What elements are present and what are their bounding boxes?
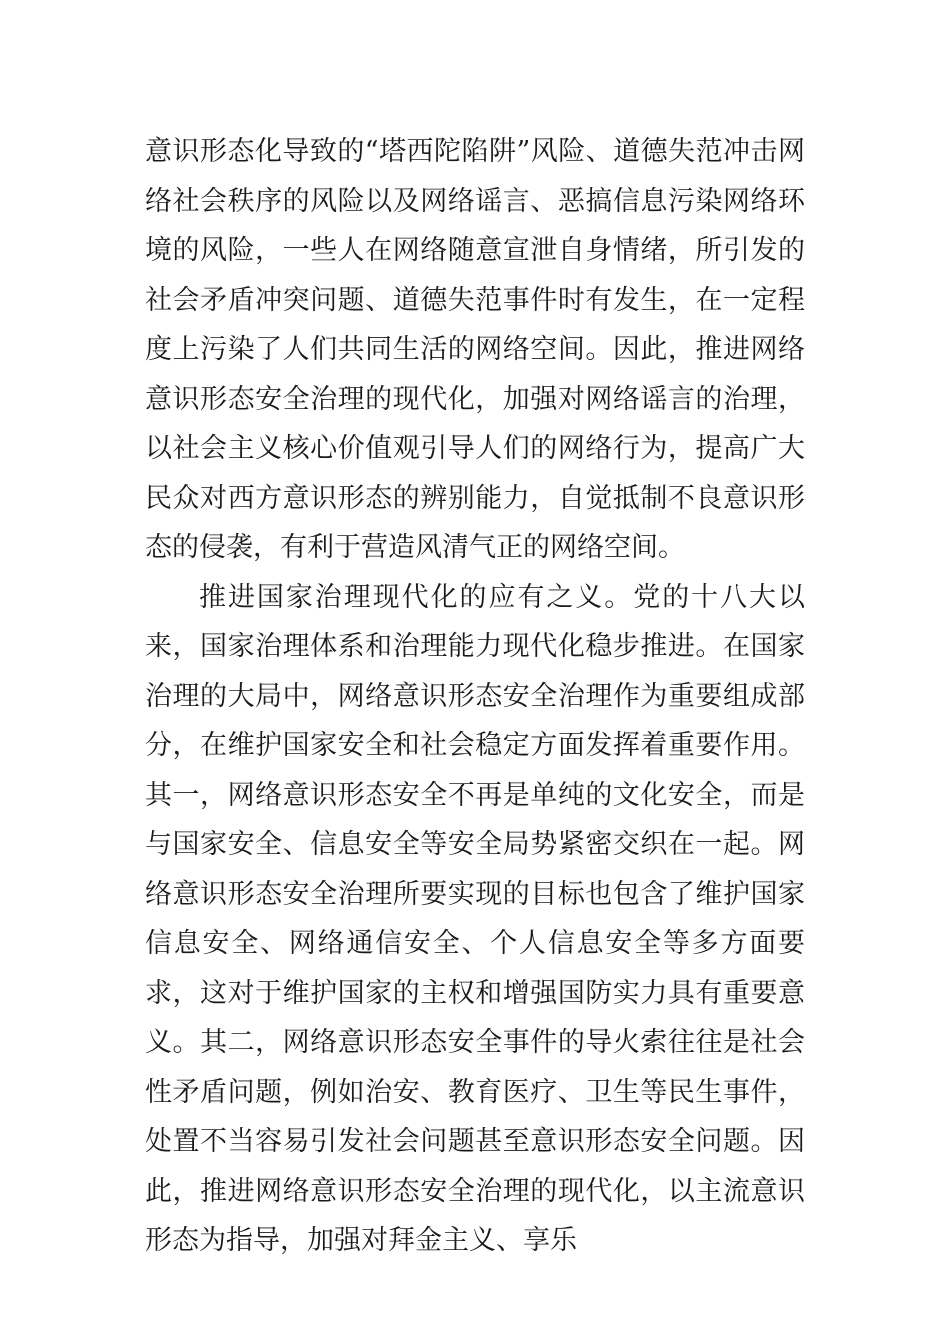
paragraph-national-governance: 推进国家治理现代化的应有之义。党的十八大以来，国家治理体系和治理能力现代化稳步推进。在国家治理的大局中，网络意识形态安全治理作为重要组成部分，在维护国家安全和社会稳定方面发挥着重要作用。其一，网络意识形态安全不再是单纯的文化安全，而是与国家安全、信息安全等安全局势紧密交织在一起。网络意识形态安全治理所要实现的目标也包含了维护国家信息安全、网络通信安全、个人信息安全等多方面要求，这对于维护国家的主权和增强国防实力具有重要意义。其二，网络意识形态安全事件的导火索往往是社会性矛盾问题，例如治安、教育医疗、卫生等民生事件，处置不当容易引发社会问题甚至意识形态安全问题。因此，推进网络意识形态安全治理的现代化，以主流意识形态为指导，加强对拜金主义、享乐: [145, 581, 805, 1256]
document-body: [145, 127, 805, 1266]
paragraph-continuation: 意识形态化导致的“塔西陀陷阱”风险、道德失范冲击网络社会秩序的风险以及网络谣言、恶搞信息污染网络环境的风险，一些人在网络随意宣泄自身情绪，所引发的社会矛盾冲突问题、道德失范事件时有发生，在一定程度上污染了人们共同生活的网络空间。因此，推进网络意识形态安全治理的现代化，加强对网络谣言的治理，以社会主义核心价值观引导人们的网络行为，提高广大民众对西方意识形态的辨别能力，自觉抵制不良意识形态的侵袭，有利于营造风清气正的网络空间。: [145, 136, 805, 563]
